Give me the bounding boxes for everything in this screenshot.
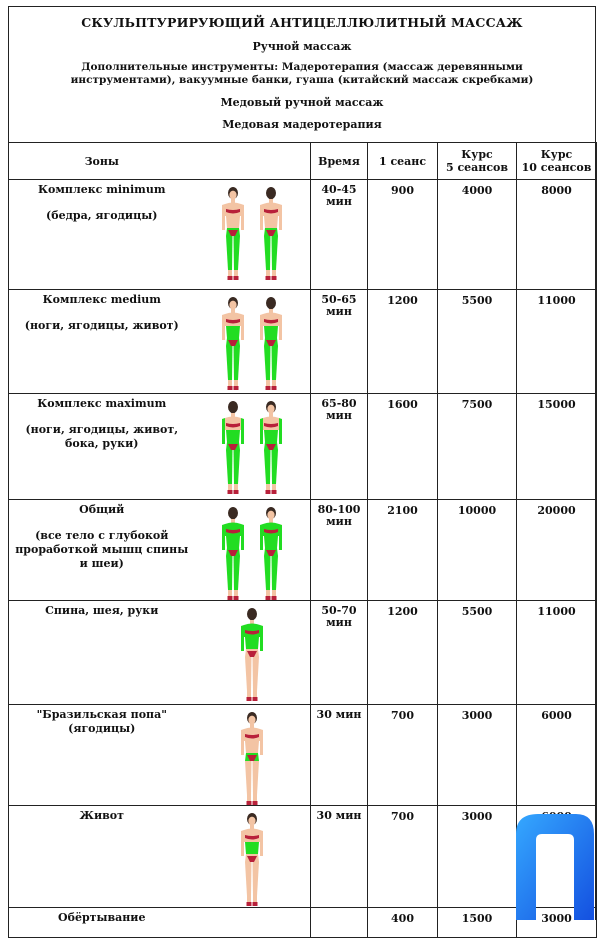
price-one-cell: 1600 xyxy=(368,394,438,500)
price-five-cell: 5500 xyxy=(438,601,517,705)
col-header-one: 1 сеанс xyxy=(368,143,438,180)
zone-name: Комплекс minimum xyxy=(38,183,166,196)
time-cell: 50-65 мин xyxy=(311,290,368,394)
figure-cell xyxy=(195,908,311,938)
subtitle-manual: Ручной массаж xyxy=(252,40,352,53)
zone-name: Спина, шея, руки xyxy=(45,604,159,617)
body-figure-back xyxy=(257,296,285,390)
sheet-header xyxy=(9,7,595,143)
col-header-ten: Курс 10 сеансов xyxy=(517,143,597,180)
time-cell xyxy=(311,908,368,938)
body-figure-front xyxy=(219,296,247,390)
body-figure-back xyxy=(257,186,285,280)
price-ten-cell: 11000 xyxy=(517,601,597,705)
brand-logo xyxy=(508,812,596,920)
zone-desc: (бедра, ягодицы) xyxy=(46,209,158,222)
zone-cell xyxy=(9,180,195,290)
price-ten-cell: 6000 xyxy=(517,705,597,806)
col-header-time: Время xyxy=(311,143,368,180)
table-row xyxy=(9,290,597,394)
price-one-cell: 1200 xyxy=(368,290,438,394)
body-figure-back xyxy=(219,400,247,494)
zone-cell xyxy=(9,705,195,806)
table-header-row xyxy=(9,143,597,180)
time-cell: 40-45 мин xyxy=(311,180,368,290)
price-one-cell: 700 xyxy=(368,806,438,908)
zone-desc: (все тело с глубокой проработкой мышц спины и шеи) xyxy=(15,529,189,570)
price-one-cell: 400 xyxy=(368,908,438,938)
zone-cell xyxy=(9,601,195,705)
body-figure-front xyxy=(257,506,285,600)
col-header-five: Курс 5 сеансов xyxy=(438,143,517,180)
subtitle-honey-madero: Медовая мадеротерапия xyxy=(222,118,382,131)
subtitle-honey: Медовый ручной массаж xyxy=(220,96,384,109)
price-ten-cell: 20000 xyxy=(517,500,597,601)
figure-cell xyxy=(195,601,311,705)
price-five-cell: 10000 xyxy=(438,500,517,601)
body-figure-front xyxy=(219,186,247,280)
table-row xyxy=(9,500,597,601)
page-title: СКУЛЬПТУРИРУЮЩИЙ АНТИЦЕЛЛЮЛИТНЫЙ МАССАЖ xyxy=(81,15,523,30)
figure-cell xyxy=(195,705,311,806)
figure-cell xyxy=(195,180,311,290)
price-five-cell: 3000 xyxy=(438,806,517,908)
zone-cell xyxy=(9,908,195,938)
figure-cell xyxy=(195,500,311,601)
zone-cell xyxy=(9,500,195,601)
body-figure-back xyxy=(219,506,247,600)
zone-name: Комплекс maximum xyxy=(37,397,167,410)
zone-name: Живот xyxy=(79,809,124,822)
zone-desc: (ноги, ягодицы, живот) xyxy=(24,319,179,332)
subtitle-tools: Дополнительные инструменты: Мадеротерапия (массаж деревянными инструментами), вакуумные банки, гуаша (китайский массаж скребками) xyxy=(70,61,534,86)
table-row xyxy=(9,705,597,806)
figure-cell xyxy=(195,806,311,908)
zone-name: Обёртывание xyxy=(58,911,146,924)
price-five-cell: 5500 xyxy=(438,290,517,394)
price-ten-cell: 11000 xyxy=(517,290,597,394)
price-five-cell: 1500 xyxy=(438,908,517,938)
zone-name: Комплекс medium xyxy=(42,293,161,306)
zone-name: "Бразильская попа" (ягодицы) xyxy=(36,708,167,735)
price-sheet xyxy=(8,6,596,925)
time-cell: 30 мин xyxy=(311,705,368,806)
price-one-cell: 2100 xyxy=(368,500,438,601)
body-figure-front xyxy=(238,711,266,805)
price-ten-cell: 3000 xyxy=(517,908,597,938)
price-five-cell: 7500 xyxy=(438,394,517,500)
body-figure-front xyxy=(257,400,285,494)
price-five-cell: 3000 xyxy=(438,705,517,806)
time-cell: 30 мин xyxy=(311,806,368,908)
table-row xyxy=(9,394,597,500)
table-row xyxy=(9,601,597,705)
zone-name: Общий xyxy=(79,503,125,516)
time-cell: 80-100 мин xyxy=(311,500,368,601)
figure-cell xyxy=(195,290,311,394)
price-one-cell: 900 xyxy=(368,180,438,290)
price-one-cell: 700 xyxy=(368,705,438,806)
zone-cell xyxy=(9,806,195,908)
figure-cell xyxy=(195,394,311,500)
price-one-cell: 1200 xyxy=(368,601,438,705)
body-figure-back xyxy=(238,607,266,701)
price-five-cell: 4000 xyxy=(438,180,517,290)
price-ten-cell: 15000 xyxy=(517,394,597,500)
body-figure-front xyxy=(238,812,266,906)
price-ten-cell: 8000 xyxy=(517,180,597,290)
zone-cell xyxy=(9,290,195,394)
time-cell: 65-80 мин xyxy=(311,394,368,500)
time-cell: 50-70 мин xyxy=(311,601,368,705)
table-row xyxy=(9,180,597,290)
zone-cell xyxy=(9,394,195,500)
col-header-figures xyxy=(195,143,311,180)
zone-desc: (ноги, ягодицы, живот, бока, руки) xyxy=(25,423,179,450)
col-header-zones: Зоны xyxy=(9,143,195,180)
